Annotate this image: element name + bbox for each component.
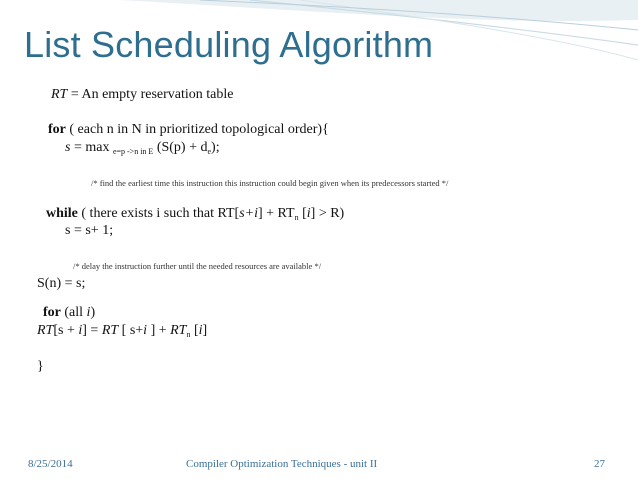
s-expr-sub: e <box>207 147 212 156</box>
rt-update-a: RT <box>37 323 54 338</box>
footer-page-number: 27 <box>594 458 605 470</box>
while-i: i <box>306 206 311 221</box>
rt-update-c: i <box>78 323 83 338</box>
comment-earliest-time: /* find the earliest time this instruction this instruction could begin given when its predecessors started */ <box>91 178 449 188</box>
while-keyword: while <box>46 206 78 221</box>
s-eq: = max <box>70 140 113 155</box>
s-increment-line: s = s+ 1; <box>65 223 114 238</box>
forall-keyword: for <box>43 305 61 320</box>
rt-update-i: RT <box>170 323 187 338</box>
s-var: s <box>65 140 71 155</box>
rt-update-line <box>37 322 207 341</box>
comment-delay: /* delay the instruction further until the needed resources are available */ <box>73 261 322 271</box>
for-rest: ( each n in N in prioritized topological order){ <box>65 122 329 137</box>
while-part2: ] + RT <box>257 206 295 221</box>
while-si: s+i <box>239 206 258 221</box>
s-max-line <box>65 139 220 158</box>
forall-rest: (all <box>60 305 87 320</box>
rt-update-e: RT <box>101 323 119 338</box>
rt-update-k: i <box>198 323 203 338</box>
while-part4: ] > R) <box>310 206 345 221</box>
rt-update-b: [s + <box>53 323 79 338</box>
while-part1: ( there exists i such that RT[ <box>77 206 240 221</box>
rt-update-d: ] = <box>82 323 102 338</box>
s-end: ); <box>211 140 220 155</box>
rt-update-j: [ <box>190 323 199 338</box>
while-part3: [ <box>298 206 307 221</box>
rt-update-g: i <box>143 323 148 338</box>
rt-var: RT <box>51 87 68 102</box>
rt-update-sub: n <box>186 330 191 339</box>
closing-brace: } <box>37 359 44 374</box>
footer-course: Compiler Optimization Techniques - unit II <box>186 458 378 470</box>
slide-title: List Scheduling Algorithm <box>24 24 434 65</box>
rt-definition: = An empty reservation table <box>67 87 234 102</box>
forall-line <box>43 304 95 322</box>
footer-date: 8/25/2014 <box>28 458 73 470</box>
for-loop-line <box>48 121 329 139</box>
rt-update-f: [ s+ <box>118 323 144 338</box>
forall-i: i <box>86 305 91 320</box>
rt-update-h: ] + <box>147 323 171 338</box>
rt-definition-line <box>51 86 233 104</box>
sn-assign-line: S(n) = s; <box>37 276 86 291</box>
rt-update-l: ] <box>202 323 208 338</box>
s-sub: e=p ->n in E <box>112 147 154 156</box>
s-expr: (S(p) + d <box>153 140 208 155</box>
while-sub: n <box>294 213 299 222</box>
for-keyword: for <box>48 122 66 137</box>
forall-close: ) <box>90 305 96 320</box>
